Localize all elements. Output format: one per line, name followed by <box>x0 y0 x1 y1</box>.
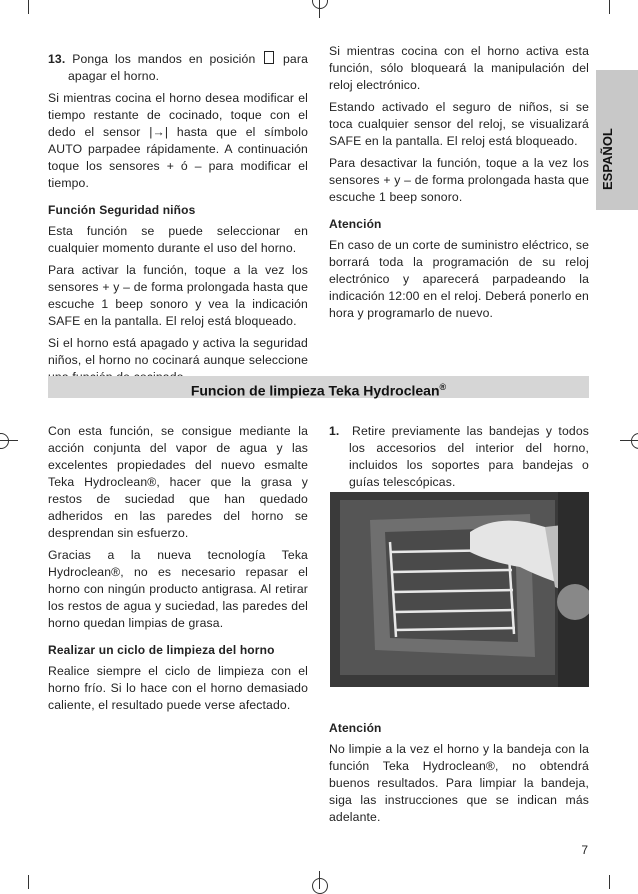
paragraph: Con esta función, se consigue mediante la acción conjunta del vapor de agua y las excelentes propiedades del nuevo esmalte Teka Hydroclean®, hacer que la grasa y restos de suciedad que han quedado adheridos en las paredes del horno se desprendan sin esfuerzo. <box>48 424 308 540</box>
crop-mark <box>28 0 29 14</box>
left-bottom-column <box>48 423 308 719</box>
registration-mark <box>631 433 638 449</box>
paragraph: Estando activado el seguro de niños, si se toca cualquier sensor del reloj, se visualizará SAFE en la pantalla. El reloj está bloqueado. <box>329 100 589 148</box>
left-top-column <box>48 51 308 391</box>
language-tab <box>596 70 638 210</box>
step-number: 1. <box>329 424 340 438</box>
paragraph: Realice siempre el ciclo de limpieza con el horno frío. Si lo hace con el horno demasiado caliente, el resultado puede verse afectado. <box>48 664 308 712</box>
heading-attention: Atención <box>329 217 382 231</box>
paragraph: Para activar la función, toque a la vez los sensores + y – de forma prolongada hasta que escuche 1 beep sonoro y vea la indicación SAFE en la pantalla. El reloj está bloqueado. <box>48 263 308 328</box>
registration-mark <box>312 878 328 894</box>
section-title-band <box>48 376 589 398</box>
right-bottom-column <box>329 423 589 496</box>
paragraph: Si mientras cocina con el horno activa esta función, sólo bloqueará la manipulación del reloj electrónico. <box>329 44 589 92</box>
step-1-text: Retire previamente las bandejas y todos los accesorios del interior del horno, incluidos los soportes para bandejas o guías telescópicas. <box>349 424 589 489</box>
heading-attention: Atención <box>329 721 382 735</box>
page-number: 7 <box>581 843 588 857</box>
registration-mark <box>0 433 9 449</box>
step-number: 13. <box>48 52 66 66</box>
crop-mark <box>609 875 610 889</box>
registration-mark <box>312 0 328 9</box>
paragraph: Esta función se puede seleccionar en cualquier momento durante el uso del horno. <box>48 224 308 255</box>
section-title: Funcion de limpieza Teka Hydroclean <box>190 382 440 399</box>
paragraph: En caso de un corte de suministro eléctrico, se borrará toda la programación de su reloj electrónico y aparecerá parpadeando la indicación 12:00 en el reloj. Deberá ponerlo en hora y programarlo de nuevo. <box>329 238 589 320</box>
oven-rack-removal-photo <box>330 492 589 687</box>
step-13-text-a: Ponga los mandos en posición <box>72 52 256 66</box>
right-bottom-lower <box>329 710 589 831</box>
step-13-text-b: para apagar el horno. <box>68 52 308 83</box>
paragraph: Para desactivar la función, toque a la vez los sensores + y – de forma prolongada hasta que escuche 1 beep sonoro. <box>329 156 589 204</box>
heading-cleaning-cycle: Realizar un ciclo de limpieza del horno <box>48 643 275 657</box>
crop-mark <box>609 0 610 14</box>
paragraph: Gracias a la nueva tecnología Teka Hydroclean®, no es necesario repasar el horno con ningún producto antigrasa. Al retirar los restos de agua y suciedad, las paredes del horno quedan limpias de grasa. <box>48 548 308 630</box>
step-1 <box>329 423 589 491</box>
paragraph: Si mientras cocina el horno desea modificar el tiempo restante de cocinado, toque con el dedo el sensor |→| hasta que el símbolo AUTO parpadee rápidamente. A continuación toque los sensores + ó – para modificar el tiempo. <box>48 91 308 190</box>
off-position-icon <box>264 51 274 64</box>
heading-child-lock: Función Seguridad niños <box>48 203 196 217</box>
paragraph: No limpie a la vez el horno y la bandeja con la función Teka Hydroclean®, no obtendrá buenos resultados. Para limpiar la bandeja, siga las instrucciones que se indican más adelante. <box>329 742 589 824</box>
step-13 <box>48 51 308 85</box>
paragraph: Si el horno está apagado y activa la seguridad niños, el horno no cocinará aunque seleccione <box>48 336 308 367</box>
crop-mark <box>28 875 29 889</box>
language-tab-label: ESPAÑOL <box>600 128 615 190</box>
right-top-column <box>329 43 589 327</box>
registered-mark: ® <box>439 382 447 392</box>
